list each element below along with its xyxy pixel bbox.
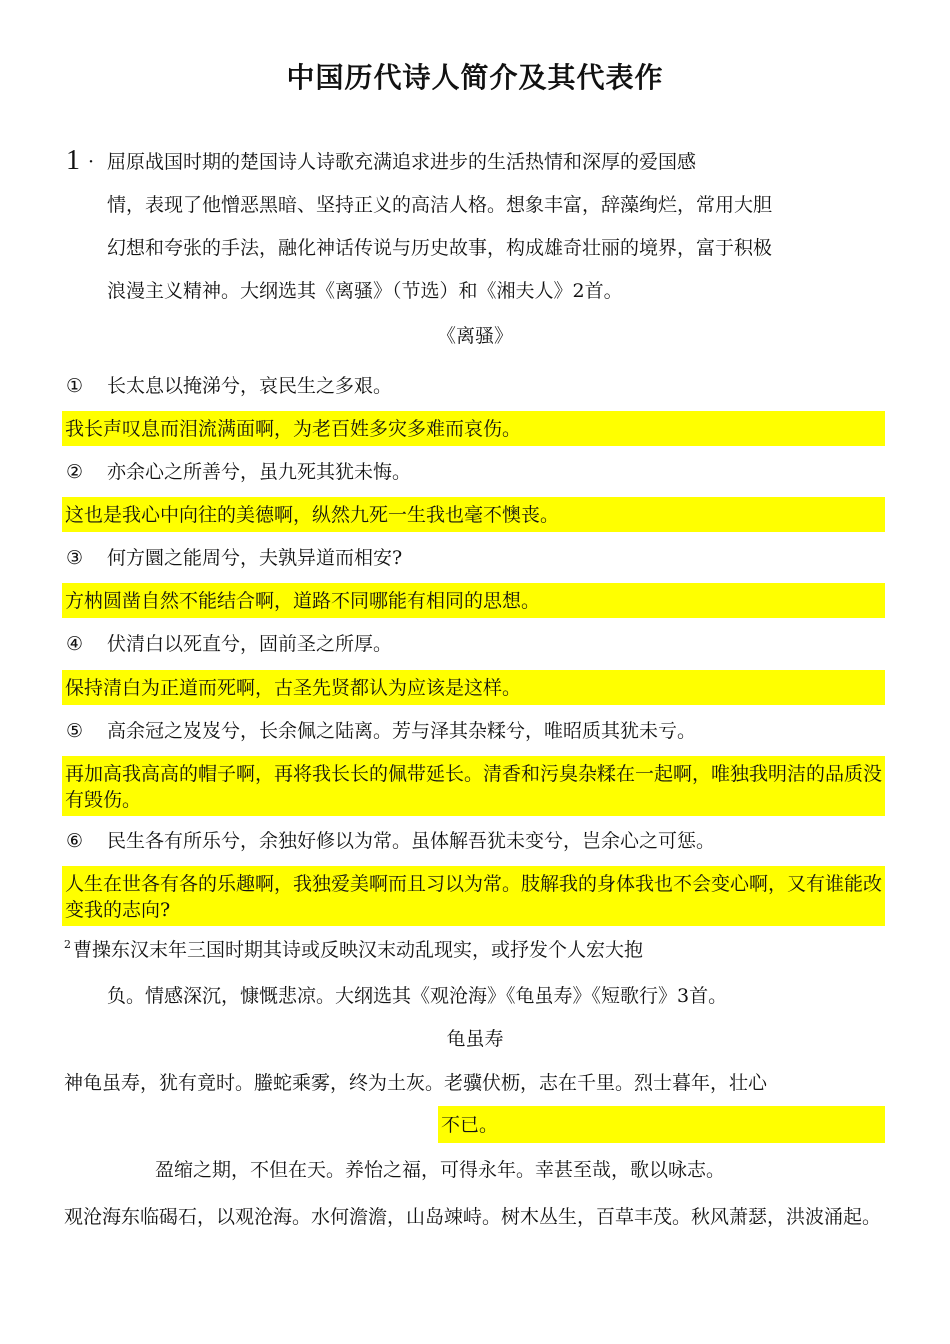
verse-translation: 我长声叹息而泪流满面啊，为老百姓多灾多难而哀伤。 xyxy=(65,418,522,440)
section-1-bullet: · xyxy=(88,151,95,173)
verse-translation-highlight xyxy=(62,411,885,446)
poem-line-1-end: 不已。 xyxy=(441,1114,499,1136)
verse-text: 高余冠之岌岌兮，长余佩之陆离。芳与泽其杂糅兮，唯昭质其犹未亏。 xyxy=(107,720,697,742)
verse-translation-highlight xyxy=(62,497,885,532)
verse-translation-highlight xyxy=(62,756,885,816)
verse-translation-highlight xyxy=(62,670,885,705)
section-2-line-1: 曹操东汉末年三国时期其诗或反映汉末动乱现实，或抒发个人宏大抱 xyxy=(73,939,644,961)
section-1-line-1: 屈原战国时期的楚国诗人诗歌充满追求进步的生活热情和深厚的爱国感 xyxy=(107,151,697,173)
verse-marker: ⑥ xyxy=(66,830,84,852)
section-1-line-2: 情，表现了他憎恶黑暗、坚持正义的高洁人格。想象丰富，辞藻绚烂，常用大胆 xyxy=(107,194,773,216)
section-1-number: 1 xyxy=(66,145,80,176)
verse-marker: ③ xyxy=(66,547,84,569)
verse-translation: 方枘圆凿自然不能结合啊，道路不同哪能有相同的思想。 xyxy=(65,590,541,612)
verse-marker: ⑤ xyxy=(66,720,84,742)
poem-title-guisuishou: 龟虽寿 xyxy=(446,1028,504,1050)
verse-marker: ② xyxy=(66,461,84,483)
verse-translation: 这也是我心中向往的美德啊，纵然九死一生我也毫不懊丧。 xyxy=(65,504,560,526)
verse-translation: 再加高我高高的帽子啊，再将我长长的佩带延长。清香和污臭杂糅在一起啊，唯独我明洁的品质没有毁伤。 xyxy=(65,763,883,811)
section-2-line-2: 负。情感深沉，慷慨悲凉。大纲选其《观沧海》《龟虽寿》《短歌行》3首。 xyxy=(107,985,728,1007)
next-poem-guancanghai: 观沧海东临碣石，以观沧海。水何澹澹，山岛竦峙。树木丛生，百草丰茂。秋风萧瑟，洪波涌起。 xyxy=(64,1206,882,1228)
verse-marker: ① xyxy=(66,375,84,397)
verse-text: 伏清白以死直兮，固前圣之所厚。 xyxy=(107,633,393,655)
page-title: 中国历代诗人简介及其代表作 xyxy=(286,61,664,94)
verse-text: 亦余心之所善兮，虽九死其犹未悔。 xyxy=(107,461,412,483)
section-2-number: 2 xyxy=(64,938,71,951)
verse-text: 民生各有所乐兮，余独好修以为常。虽体解吾犹未变兮，岂余心之可惩。 xyxy=(107,830,716,852)
poem-title-lisao: 《离骚》 xyxy=(436,325,513,347)
poem-line-2: 盈缩之期，不但在天。养怡之福，可得永年。幸甚至哉，歌以咏志。 xyxy=(155,1159,726,1181)
poem-line-1: 神龟虽寿，犹有竟时。螣蛇乘雾，终为土灰。老骥伏枥，志在千里。烈士暮年，壮心 xyxy=(64,1072,768,1094)
verse-marker: ④ xyxy=(66,633,84,655)
section-1-line-3: 幻想和夸张的手法，融化神话传说与历史故事，构成雄奇壮丽的境界，富于积极 xyxy=(107,237,773,259)
verse-text: 何方圜之能周兮，夫孰异道而相安? xyxy=(107,547,403,569)
section-1-line-4: 浪漫主义精神。大纲选其《离骚》（节选）和《湘夫人》2首。 xyxy=(107,280,623,302)
verse-translation: 人生在世各有各的乐趣啊，我独爱美啊而且习以为常。肢解我的身体我也不会变心啊，又有谁能改变我的志向? xyxy=(65,873,883,921)
verse-translation-highlight xyxy=(62,583,885,618)
verse-text: 长太息以掩涕兮，哀民生之多艰。 xyxy=(107,375,393,397)
verse-translation: 保持清白为正道而死啊，古圣先贤都认为应该是这样。 xyxy=(65,677,522,699)
poem-line-highlight xyxy=(438,1106,885,1143)
verse-translation-highlight xyxy=(62,866,885,926)
